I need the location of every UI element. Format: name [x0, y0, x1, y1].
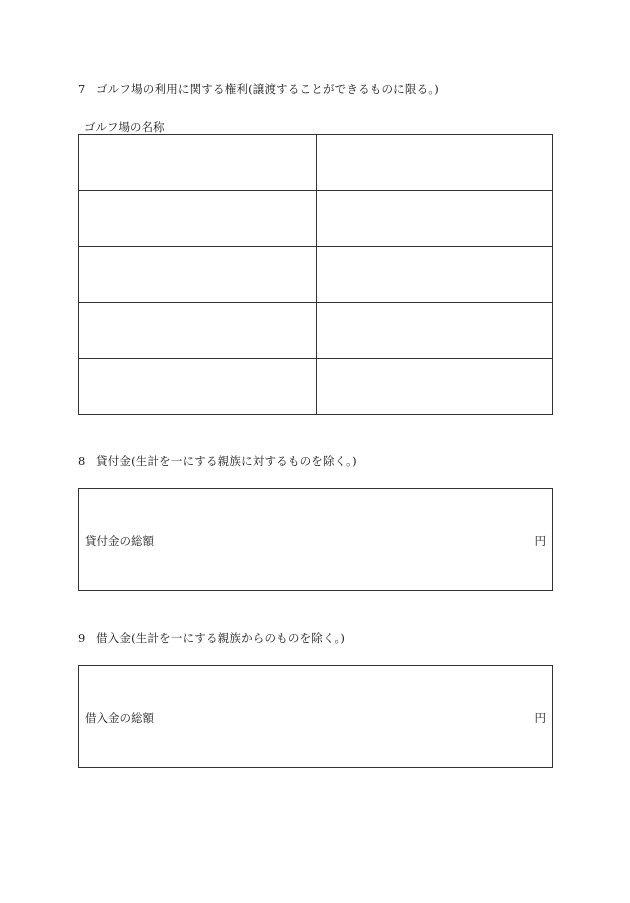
table-row: [79, 191, 553, 247]
section-7-number: 7: [78, 82, 86, 96]
table-cell[interactable]: [79, 303, 317, 359]
yen-unit: 円: [534, 534, 546, 548]
borrowings-total-label: 借入金の総額: [85, 711, 154, 725]
table-cell[interactable]: [317, 191, 553, 247]
section-9-number: 9: [78, 631, 86, 645]
table-cell[interactable]: [317, 247, 553, 303]
yen-unit: 円: [534, 711, 546, 725]
section-8-heading: [78, 453, 357, 469]
section-7-heading: [78, 81, 439, 97]
golf-course-name-label: ゴルフ場の名称: [84, 120, 165, 134]
section-9-title: 借入金(生計を一にする親族からのものを除く。): [96, 631, 346, 645]
loans-receivable-box[interactable]: [78, 488, 553, 591]
table-cell[interactable]: [79, 135, 317, 191]
section-8-title: 貸付金(生計を一にする親族に対するものを除く。): [96, 454, 357, 468]
golf-course-table: [78, 134, 553, 415]
table-cell[interactable]: [317, 359, 553, 415]
table-row: [79, 135, 553, 191]
table-row: [79, 303, 553, 359]
table-cell[interactable]: [79, 247, 317, 303]
table-row: [79, 359, 553, 415]
section-9-heading: [78, 630, 345, 646]
section-7-title: ゴルフ場の利用に関する権利(譲渡することができるものに限る。): [96, 82, 439, 96]
section-8-number: 8: [78, 454, 86, 468]
table-cell[interactable]: [79, 359, 317, 415]
loans-receivable-total-label: 貸付金の総額: [85, 534, 154, 548]
table-cell[interactable]: [317, 303, 553, 359]
borrowings-box[interactable]: [78, 665, 553, 768]
table-cell[interactable]: [79, 191, 317, 247]
table-row: [79, 247, 553, 303]
table-cell[interactable]: [317, 135, 553, 191]
